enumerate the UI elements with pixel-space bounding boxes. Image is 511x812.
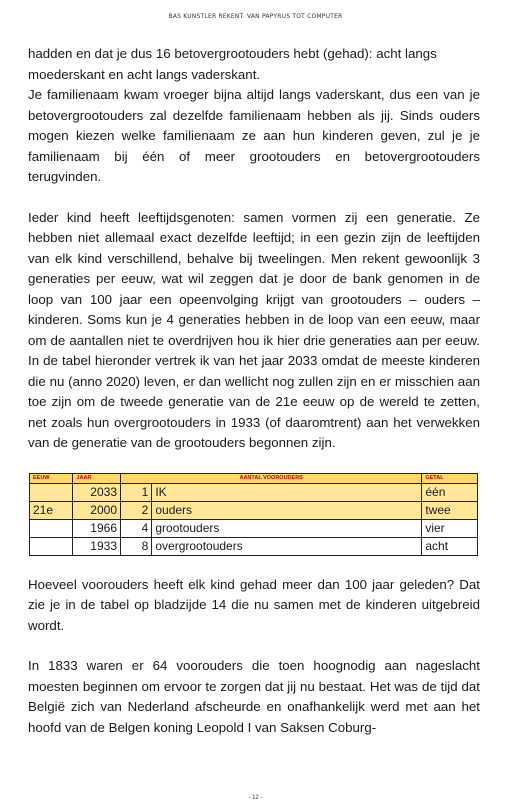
cell-jaar: 1933 [73,537,121,555]
table-row [30,501,478,519]
table-header-row [30,473,478,483]
paragraph: In 1833 waren er 64 voorouders die toen hoognodig aan nageslacht moesten beginnen om ervoor te zorgen dat jij nu bestaat. Het was de tijd dat België zich van Nederland afscheurde en onafhankelijk werd met aan het hoofd van de Belgen koning Leopold I van Saksen Coburg- [28,658,480,735]
running-header: BAS KUNSTLER REKENT. VAN PAPYRUS TOT COMPUTER [168,13,343,20]
cell-aantal: 8 [121,537,152,555]
cell-getal: één [422,483,478,501]
cell-eeuw [30,537,73,555]
paragraph: Je familienaam kwam vroeger bijna altijd langs vaderskant, dus een van je betovergrootouders zal dezelfde familienaam hebben als jij. Sinds ouders mogen kiezen welke familienaam ze aan hun kinderen geven, zul je je familienaam bij één of meer grootouders en betovergrootouders terugvinden. [28,87,480,184]
generations-table [29,473,478,556]
cell-label: IK [152,483,422,501]
cell-jaar: 2000 [73,501,121,519]
table-row [30,519,478,537]
table-row [30,537,478,555]
header-getal: GETAL [422,473,478,483]
cell-label: ouders [152,501,422,519]
cell-getal: acht [422,537,478,555]
cell-getal: vier [422,519,478,537]
cell-jaar: 2033 [73,483,121,501]
paragraph: hadden en dat je dus 16 betovergrootouders hebt (gehad): acht langs moederskant en acht langs vaderskant. [28,46,437,82]
header-voorouders: AANTAL VOOROUDERS [121,473,422,483]
cell-jaar: 1966 [73,519,121,537]
header-eeuw: EEUW [30,473,73,483]
cell-aantal: 4 [121,519,152,537]
cell-eeuw [30,483,73,501]
cell-aantal: 1 [121,483,152,501]
page-body [28,44,480,738]
cell-eeuw: 21e [30,501,73,519]
paragraph: Hoeveel voorouders heeft elk kind gehad meer dan 100 jaar geleden? Dat zie je in de tabel op bladzijde 14 die nu samen met de kinderen uitgebreid wordt. [28,576,480,633]
paragraph: Ieder kind heeft leeftijdsgenoten: samen vormen zij een generatie. Ze hebben niet allemaal exact dezelfde leeftijd; in een gezin zijn de leeftijden van elk kind verschillend, behalve bij tweelingen. Men rekent gewoonlijk 3 generaties per eeuw, wat wil zeggen dat je door de bank genomen in de loop van 100 jaar een opeenvolging krijgt van grootouders – ouders – kinderen. Soms kun je 4 generaties hebben in de loop van een eeuw, maar om de aantallen niet te overdrijven hou ik hier drie generaties aan per eeuw. In de tabel hieronder vertrek ik van het jaar 2033 omdat de meeste kinderen die nu (anno 2020) leven, er dan wellicht nog zullen zijn en er misschien aan toe zijn om de tweede generatie van de 21e eeuw op de wereld te zetten, net zoals hun overgrootouders in 1933 (of daaromtrent) aan het verwekken van de generatie van de grootouders begonnen zijn. [28,209,480,450]
cell-getal: twee [422,501,478,519]
table-row [30,483,478,501]
cell-eeuw [30,519,73,537]
page-number: - 12 - [248,795,263,801]
cell-label: grootouders [152,519,422,537]
header-jaar: JAAR [73,473,121,483]
cell-aantal: 2 [121,501,152,519]
cell-label: overgrootouders [152,537,422,555]
